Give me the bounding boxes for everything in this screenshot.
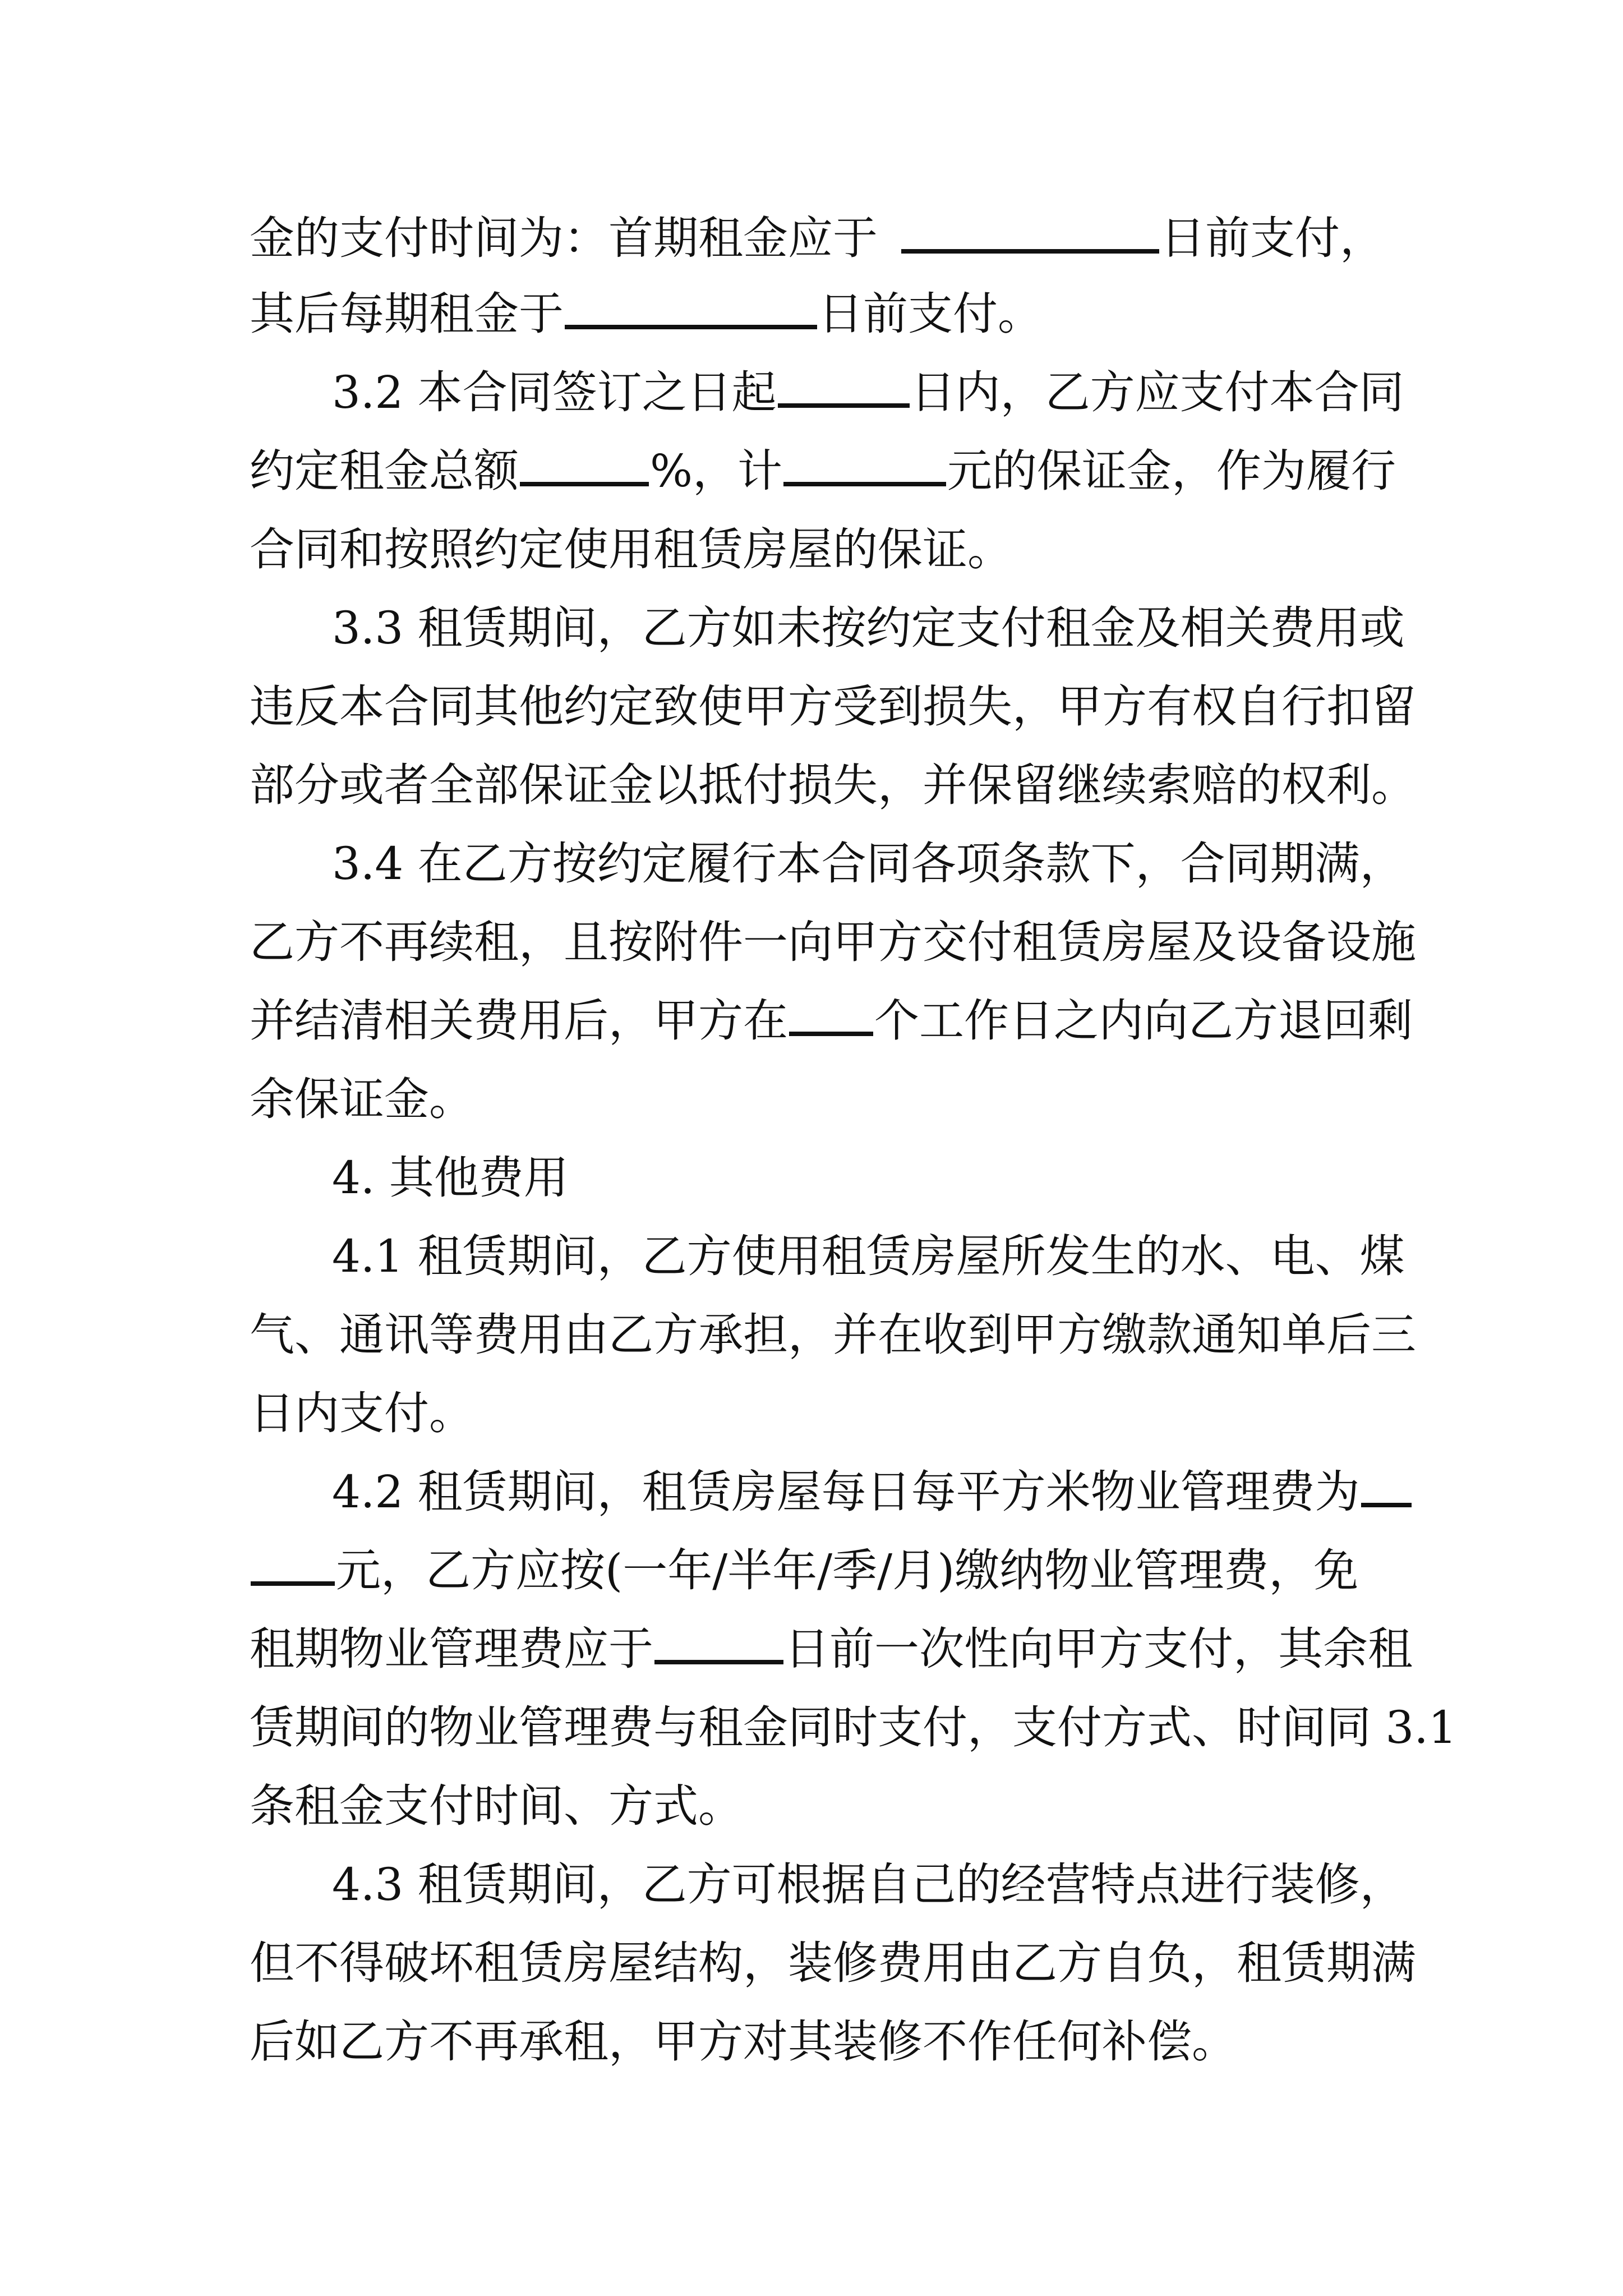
text-run: 条租金支付时间、方式。 xyxy=(250,1780,743,1832)
text-run: 日前支付， xyxy=(1160,212,1385,264)
text-line xyxy=(0,2014,1623,2070)
text-run: 3.4 在乙方按约定履行本合同各项条款下，合同期满， xyxy=(332,838,1405,890)
text-line xyxy=(0,600,1623,656)
text-line xyxy=(0,1464,1623,1520)
text-line xyxy=(0,1307,1623,1363)
text-run: 余保证金。 xyxy=(250,1073,474,1125)
fill-blank xyxy=(1361,1470,1412,1507)
text-run: 金的支付时间为：首期租金应于 xyxy=(250,212,878,264)
section-heading xyxy=(0,1150,1623,1206)
text-line xyxy=(0,1386,1623,1442)
text-run: 乙方不再续租，且按附件一向甲方交付租赁房屋及设备设施 xyxy=(250,916,1416,968)
fill-blank xyxy=(520,449,649,486)
text-run: 后如乙方不再承租，甲方对其装修不作任何补偿。 xyxy=(250,2016,1237,2068)
text-line xyxy=(0,836,1623,892)
text-line xyxy=(0,286,1623,342)
text-run: 4.3 租赁期间，乙方可根据自己的经营特点进行装修， xyxy=(332,1858,1405,1911)
text-line xyxy=(0,522,1623,578)
text-line xyxy=(0,210,1623,266)
text-line xyxy=(0,679,1623,735)
text-run: 日前支付。 xyxy=(818,288,1043,340)
fill-blank xyxy=(789,999,873,1036)
fill-blank xyxy=(901,217,1159,254)
text-line xyxy=(0,914,1623,970)
text-line xyxy=(0,1543,1623,1599)
text-run: 日内，乙方应支付本合同 xyxy=(910,366,1404,418)
text-run: 元的保证金，作为履行 xyxy=(947,445,1396,497)
text-line xyxy=(0,993,1623,1049)
text-line xyxy=(0,1700,1623,1756)
text-run: 4.2 租赁期间，租赁房屋每日每平方米物业管理费为 xyxy=(332,1466,1360,1518)
text-line xyxy=(0,443,1623,499)
fill-blank xyxy=(565,292,817,329)
text-run: 部分或者全部保证金以抵付损失，并保留继续索赔的权利。 xyxy=(250,759,1416,811)
text-run: 合同和按照约定使用租赁房屋的保证。 xyxy=(250,523,1012,576)
text-line xyxy=(0,757,1623,813)
text-run: 约定租金总额 xyxy=(250,445,519,497)
text-run: %，计 xyxy=(650,445,783,497)
fill-blank xyxy=(251,1549,335,1586)
text-line xyxy=(0,1935,1623,1991)
text-run: 并结清相关费用后，甲方在 xyxy=(250,995,788,1047)
text-run: 租期物业管理费应于 xyxy=(250,1623,653,1675)
text-line xyxy=(0,1071,1623,1128)
text-run: 赁期间的物业管理费与租金同时支付，支付方式、时间同 3.1 xyxy=(250,1701,1457,1754)
text-run: 日前一次性向甲方支付，其余租 xyxy=(785,1623,1413,1675)
text-run: 4.1 租赁期间，乙方使用租赁房屋所发生的水、电、煤 xyxy=(332,1230,1405,1282)
text-run: 4. 其他费用 xyxy=(332,1152,569,1204)
text-run: 元，乙方应按(一年/半年/季/月)缴纳物业管理费，免 xyxy=(336,1544,1359,1596)
text-line xyxy=(0,365,1623,421)
fill-blank xyxy=(778,371,910,408)
text-run: 3.3 租赁期间，乙方如未按约定支付租金及相关费用或 xyxy=(332,602,1405,654)
text-run: 个工作日之内向乙方退回剩 xyxy=(874,995,1413,1047)
text-run: 日内支付。 xyxy=(250,1387,474,1439)
fill-blank xyxy=(783,449,946,486)
fill-blank xyxy=(654,1627,783,1664)
text-line xyxy=(0,1778,1623,1834)
text-line xyxy=(0,1857,1623,1913)
text-line xyxy=(0,1228,1623,1285)
text-run: 其后每期租金于 xyxy=(250,288,564,340)
text-run: 但不得破坏租赁房屋结构，装修费用由乙方自负，租赁期满 xyxy=(250,1937,1416,1989)
text-run: 3.2 本合同签订之日起 xyxy=(332,366,777,418)
text-run: 气、通讯等费用由乙方承担，并在收到甲方缴款通知单后三 xyxy=(250,1309,1416,1361)
text-line xyxy=(0,1621,1623,1677)
text-run: 违反本合同其他约定致使甲方受到损失，甲方有权自行扣留 xyxy=(250,680,1416,733)
